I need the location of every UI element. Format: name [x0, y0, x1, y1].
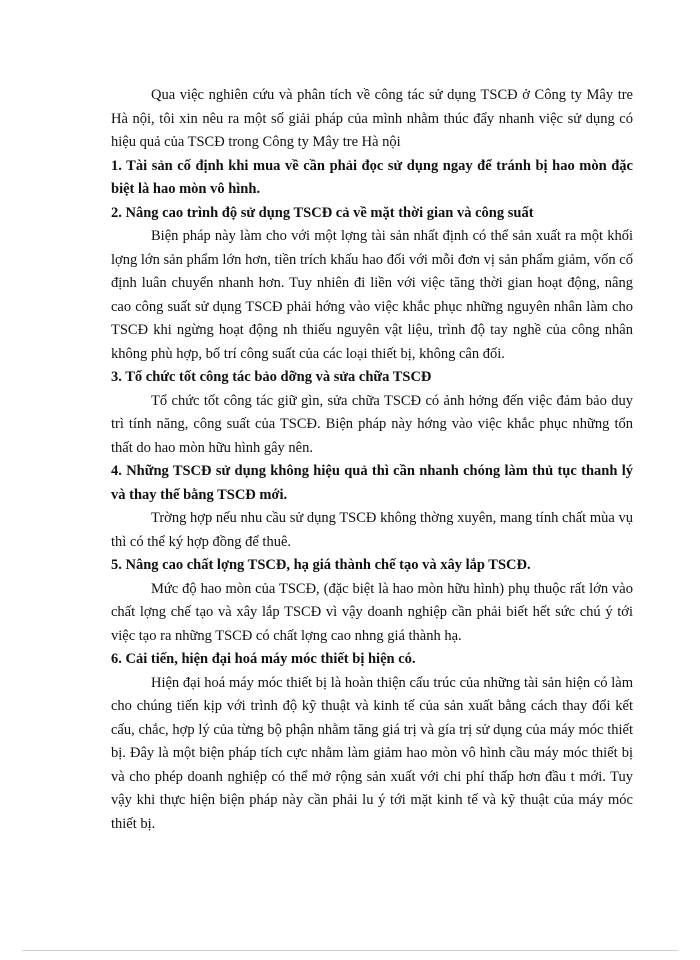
section-1-heading: 1. Tài sản cố định khi mua về cần phải đọc sử dụng ngay để tránh bị hao mòn đặc biệt là hao mòn vô hình.	[111, 157, 633, 197]
section-6-heading: 6. Cải tiến, hiện đại hoá máy móc thiết bị hiện có.	[111, 651, 416, 667]
section-5-heading: 5. Nâng cao chất lợng TSCĐ, hạ giá thành chế tạo và xây lắp TSCĐ.	[111, 557, 531, 573]
intro-paragraph: Qua việc nghiên cứu và phân tích về công tác sử dụng TSCĐ ở Công ty Mây tre Hà nội, tôi xin nêu ra một số giải pháp của mình nhằm thúc đẩy nhanh việc sử dụng có hiệu quả của TSCĐ trong Công ty Mây tre Hà nội	[111, 87, 633, 150]
page-bottom-divider	[22, 950, 678, 951]
section-6-body: Hiện đại hoá máy móc thiết bị là hoàn thiện cấu trúc của những tài sản hiện có làm cho chúng tiến kịp với trình độ kỹ thuật và kinh tế của sản xuất bằng cách thay đổi kết cấu, chắc, hợp lý của từng bộ phận nhằm tăng giá trị và gía trị sử dụng của máy móc thiết bị. Đây là một biện pháp tích cực nhằm làm giảm hao mòn vô hình cầu máy móc thiết bị và cho phép doanh nghiệp có thể mở rộng sản xuất với chi phí thấp hơn đầu t mới. Tuy vậy khi thực hiện biện pháp này cần phải lu ý tới mặt kinh tế và kỹ thuật của máy móc thiết bị.	[111, 674, 633, 832]
section-3-body: Tổ chức tốt công tác giữ gìn, sửa chữa TSCĐ có ảnh hởng đến việc đảm bảo duy trì tính năng, công suất của TSCĐ. Biện pháp này hớng vào việc khắc phục những tổn thất do hao mòn hữu hình gây nên.	[111, 392, 633, 456]
section-4-body: Trờng hợp nếu nhu cầu sử dụng TSCĐ không thờng xuyên, mang tính chất mùa vụ thì có thể ký hợp đồng để thuê.	[111, 510, 633, 550]
section-3-heading: 3. Tổ chức tốt công tác bảo dỡng và sửa chữa TSCĐ	[111, 369, 432, 385]
section-4-heading: 4. Những TSCĐ sử dụng không hiệu quả thì cần nhanh chóng làm thủ tục thanh lý và thay thế bằng TSCĐ mới.	[111, 463, 633, 503]
section-5-body: Mức độ hao mòn của TSCĐ, (đặc biệt là hao mòn hữu hình) phụ thuộc rất lớn vào chất lợng chế tạo và xây lắp TSCĐ vì vậy doanh nghiệp cần phải biết hết sức chú ý tới việc tạo ra những TSCĐ có chất lợng cao nhng giá thành hạ.	[111, 580, 633, 644]
section-2-heading: 2. Nâng cao trình độ sử dụng TSCĐ cả về mặt thời gian và công suất	[111, 204, 534, 221]
document-body	[111, 84, 633, 836]
section-2-body: Biện pháp này làm cho với một lợng tài sản nhất định có thể sản xuất ra một khối lợng lớn sản phẩm lớn hơn, tiền trích khấu hao đối với mỗi đơn vị sản phẩm giảm, vốn cố định luân chuyển nhanh hơn. Tuy nhiên đi liền với việc tăng thời gian hoạt động, nâng cao công suất sử dụng TSCĐ phải hớng vào việc khắc phục những nguyên nhân làm cho TSCĐ khi ngừng hoạt động nh thiếu nguyên vật liệu, trình độ tay nghề của công nhân không phù hợp, bố trí công suất của các loại thiết bị, không cân đối.	[111, 228, 633, 362]
